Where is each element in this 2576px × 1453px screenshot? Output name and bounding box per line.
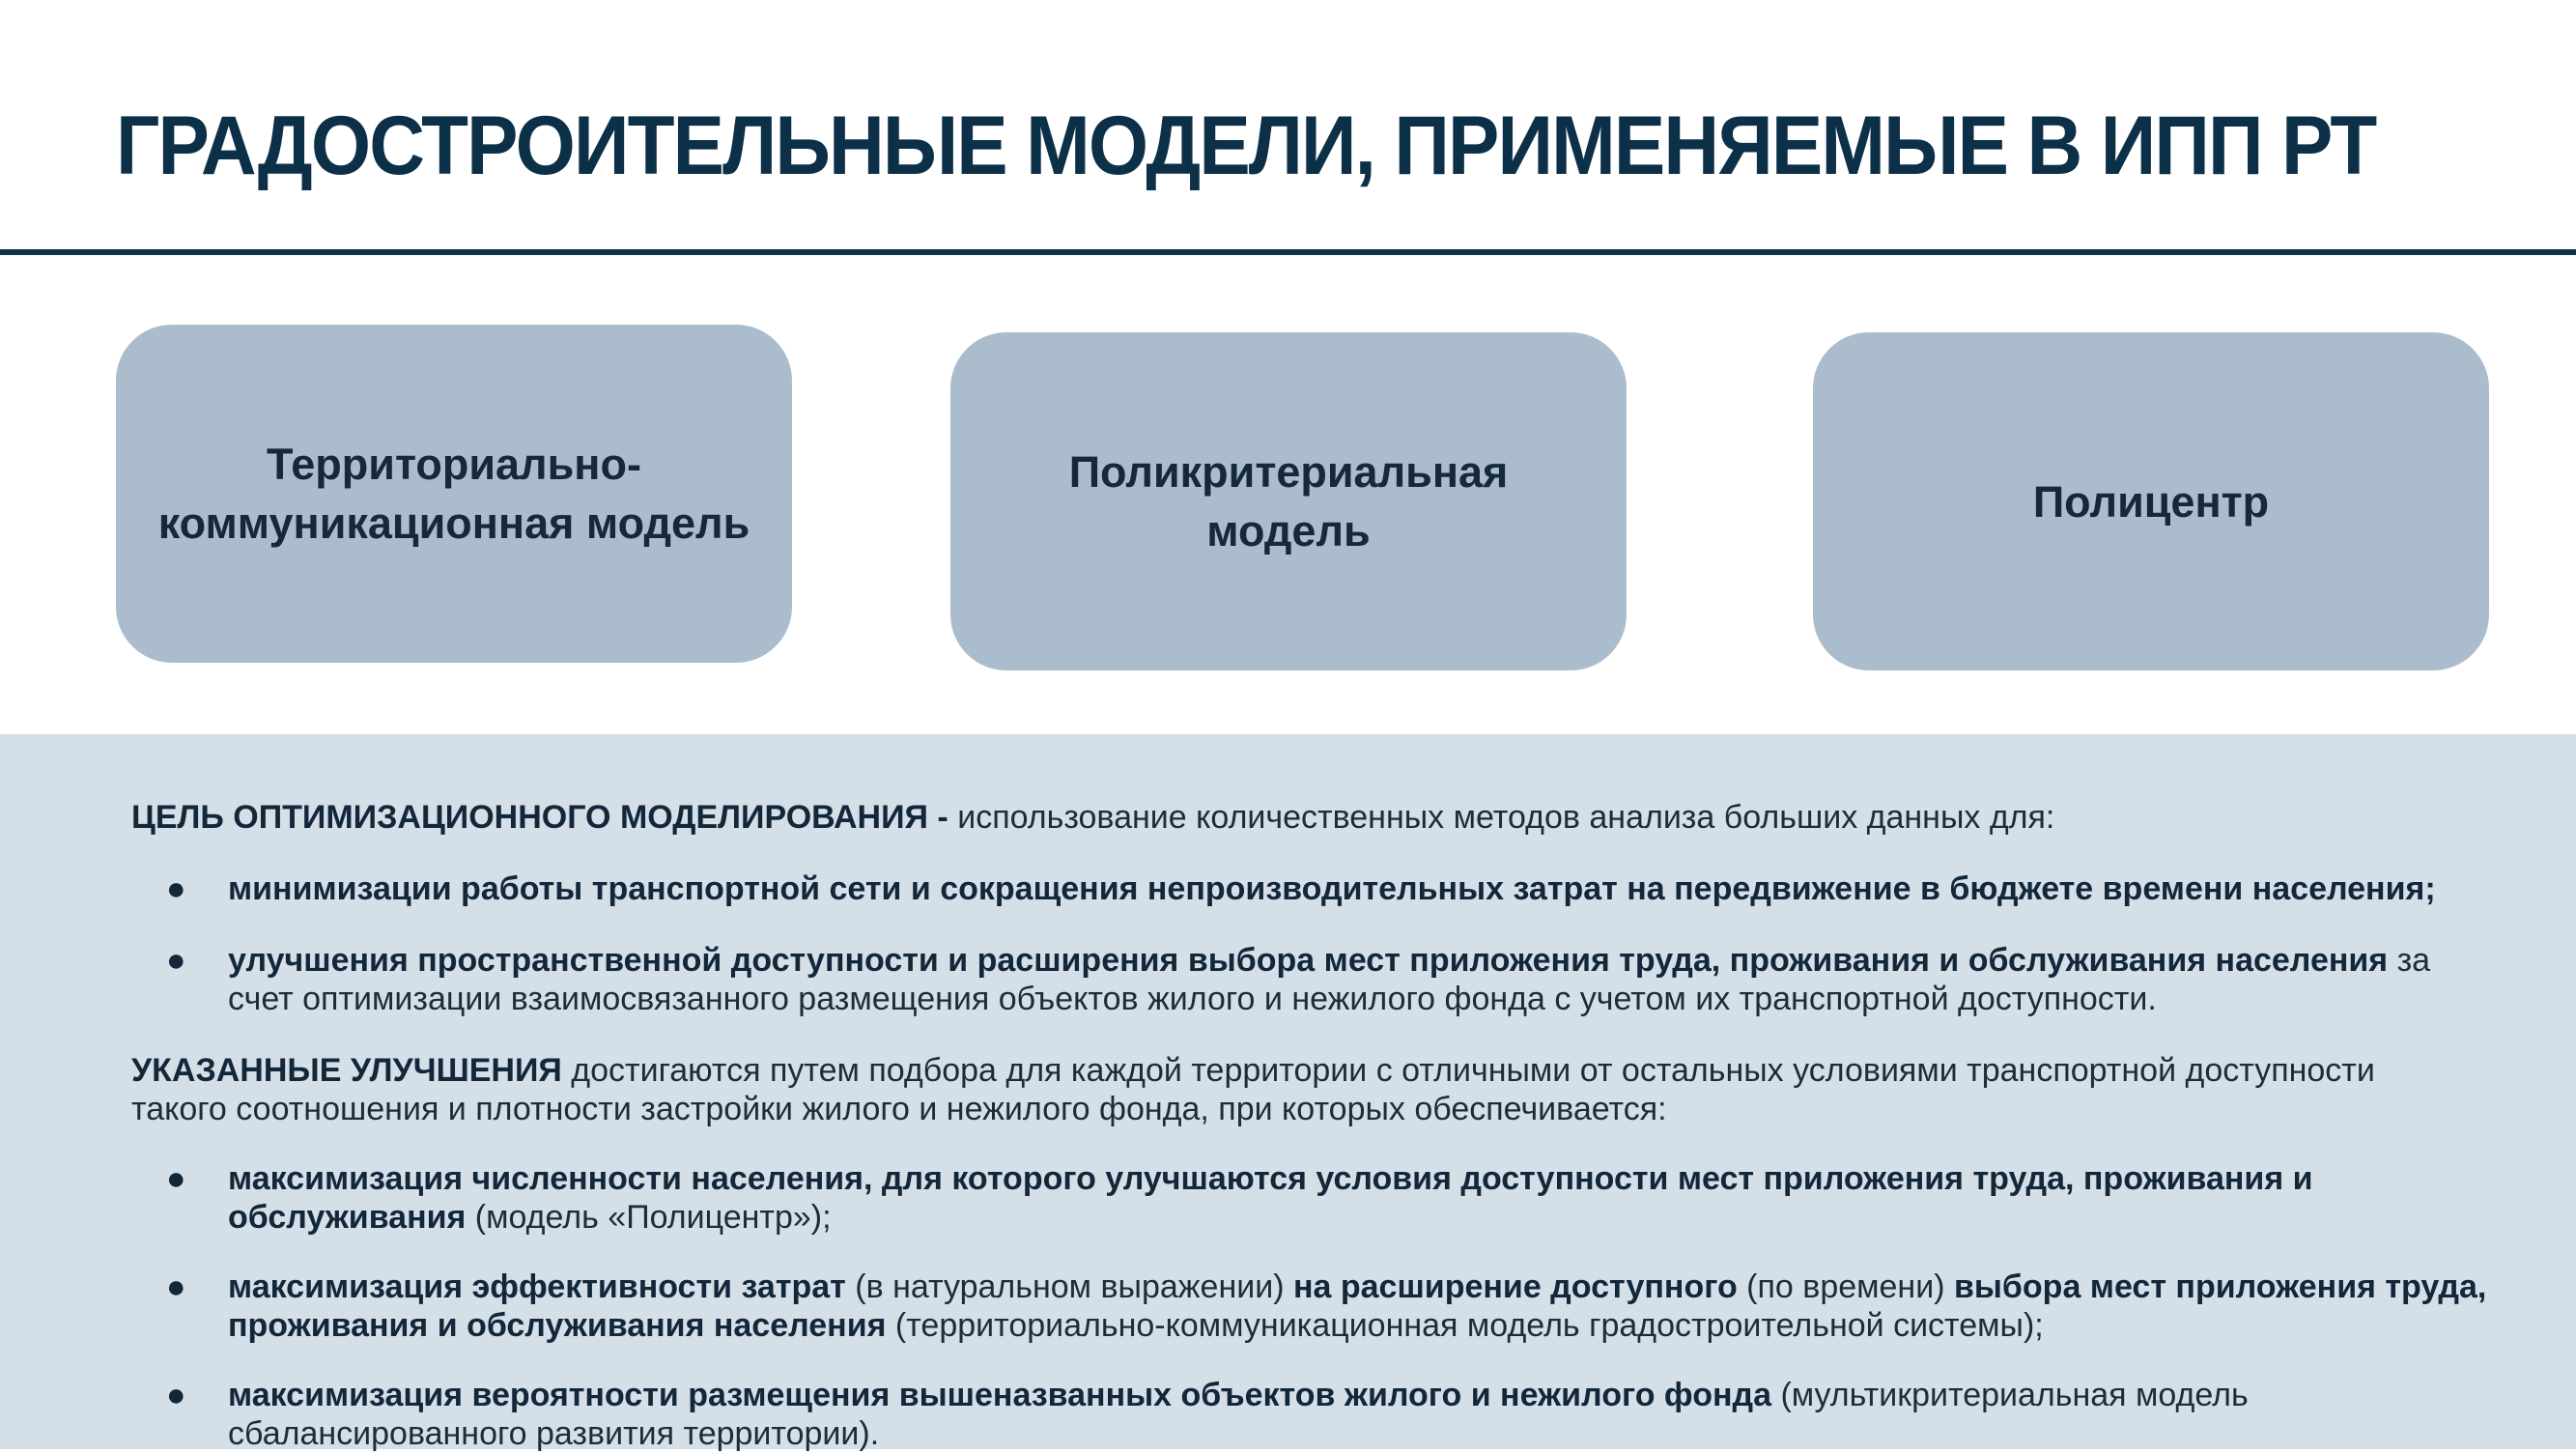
bullet-icon: ● [166, 870, 186, 907]
model-card-label: Территориально- коммуникационная модель [157, 440, 750, 548]
model-card-polycenter [1813, 332, 2489, 670]
bullet-icon: ● [166, 1160, 186, 1197]
list-item: максимизация численности населения, для которого улучшаются условия доступности мест приложения труда, проживания и обслуживания (модель «Полицентр»); [228, 1160, 2313, 1236]
model-card-label: Поликритериальная модель [1068, 447, 1509, 556]
improvements-paragraph [131, 1051, 2449, 1128]
bullet-icon: ● [166, 942, 186, 979]
improvements-text: достигаются путем подбора для каждой территории с отличными от остальных условиями транспортной доступности такого соотношения и плотности застройки жилого и нежилого фонда, при которых обеспечивается: [131, 1052, 2375, 1127]
list-item: улучшения пространственной доступности и расширения выбора мест приложения труда, проживания и обслуживания населения за счет оптимизации взаимосвязанного размещения объектов жилого и нежилого фонда с учетом их транспортной доступности. [228, 942, 2431, 1017]
bullet-icon: ● [166, 1268, 186, 1305]
goal-paragraph [131, 798, 2054, 837]
goal-text: использование количественных методов анализа больших данных для: [948, 799, 2055, 836]
model-card-multicriteria [950, 332, 1627, 670]
list-item: максимизация эффективности затрат (в натуральном выражении) на расширение доступного (по времени) выбора мест приложения труда, проживания и обслуживания населения (территориально-коммуникационная модель градостроительной системы); [228, 1268, 2487, 1344]
model-card-label: Полицентр [2032, 476, 2270, 527]
page-title: ГРАДОСТРОИТЕЛЬНЫЕ МОДЕЛИ, ПРИМЕНЯЕМЫЕ В ИПП РТ [116, 100, 2376, 192]
list-item: максимизация вероятности размещения вышеназванных объектов жилого и нежилого фонда (мультикритериальная модель сбалансированного развития территории). [228, 1377, 2249, 1452]
list-item: минимизации работы транспортной сети и сокращения непроизводительных затрат на передвижение в бюджете времени населения; [228, 870, 2436, 907]
model-card-territorial-communication [116, 325, 792, 663]
title-divider [0, 249, 2576, 255]
goal-heading: ЦЕЛЬ ОПТИМИЗАЦИОННОГО МОДЕЛИРОВАНИЯ - [131, 799, 948, 836]
bullet-icon: ● [166, 1377, 186, 1413]
improvements-heading: УКАЗАННЫЕ УЛУЧШЕНИЯ [131, 1052, 562, 1089]
